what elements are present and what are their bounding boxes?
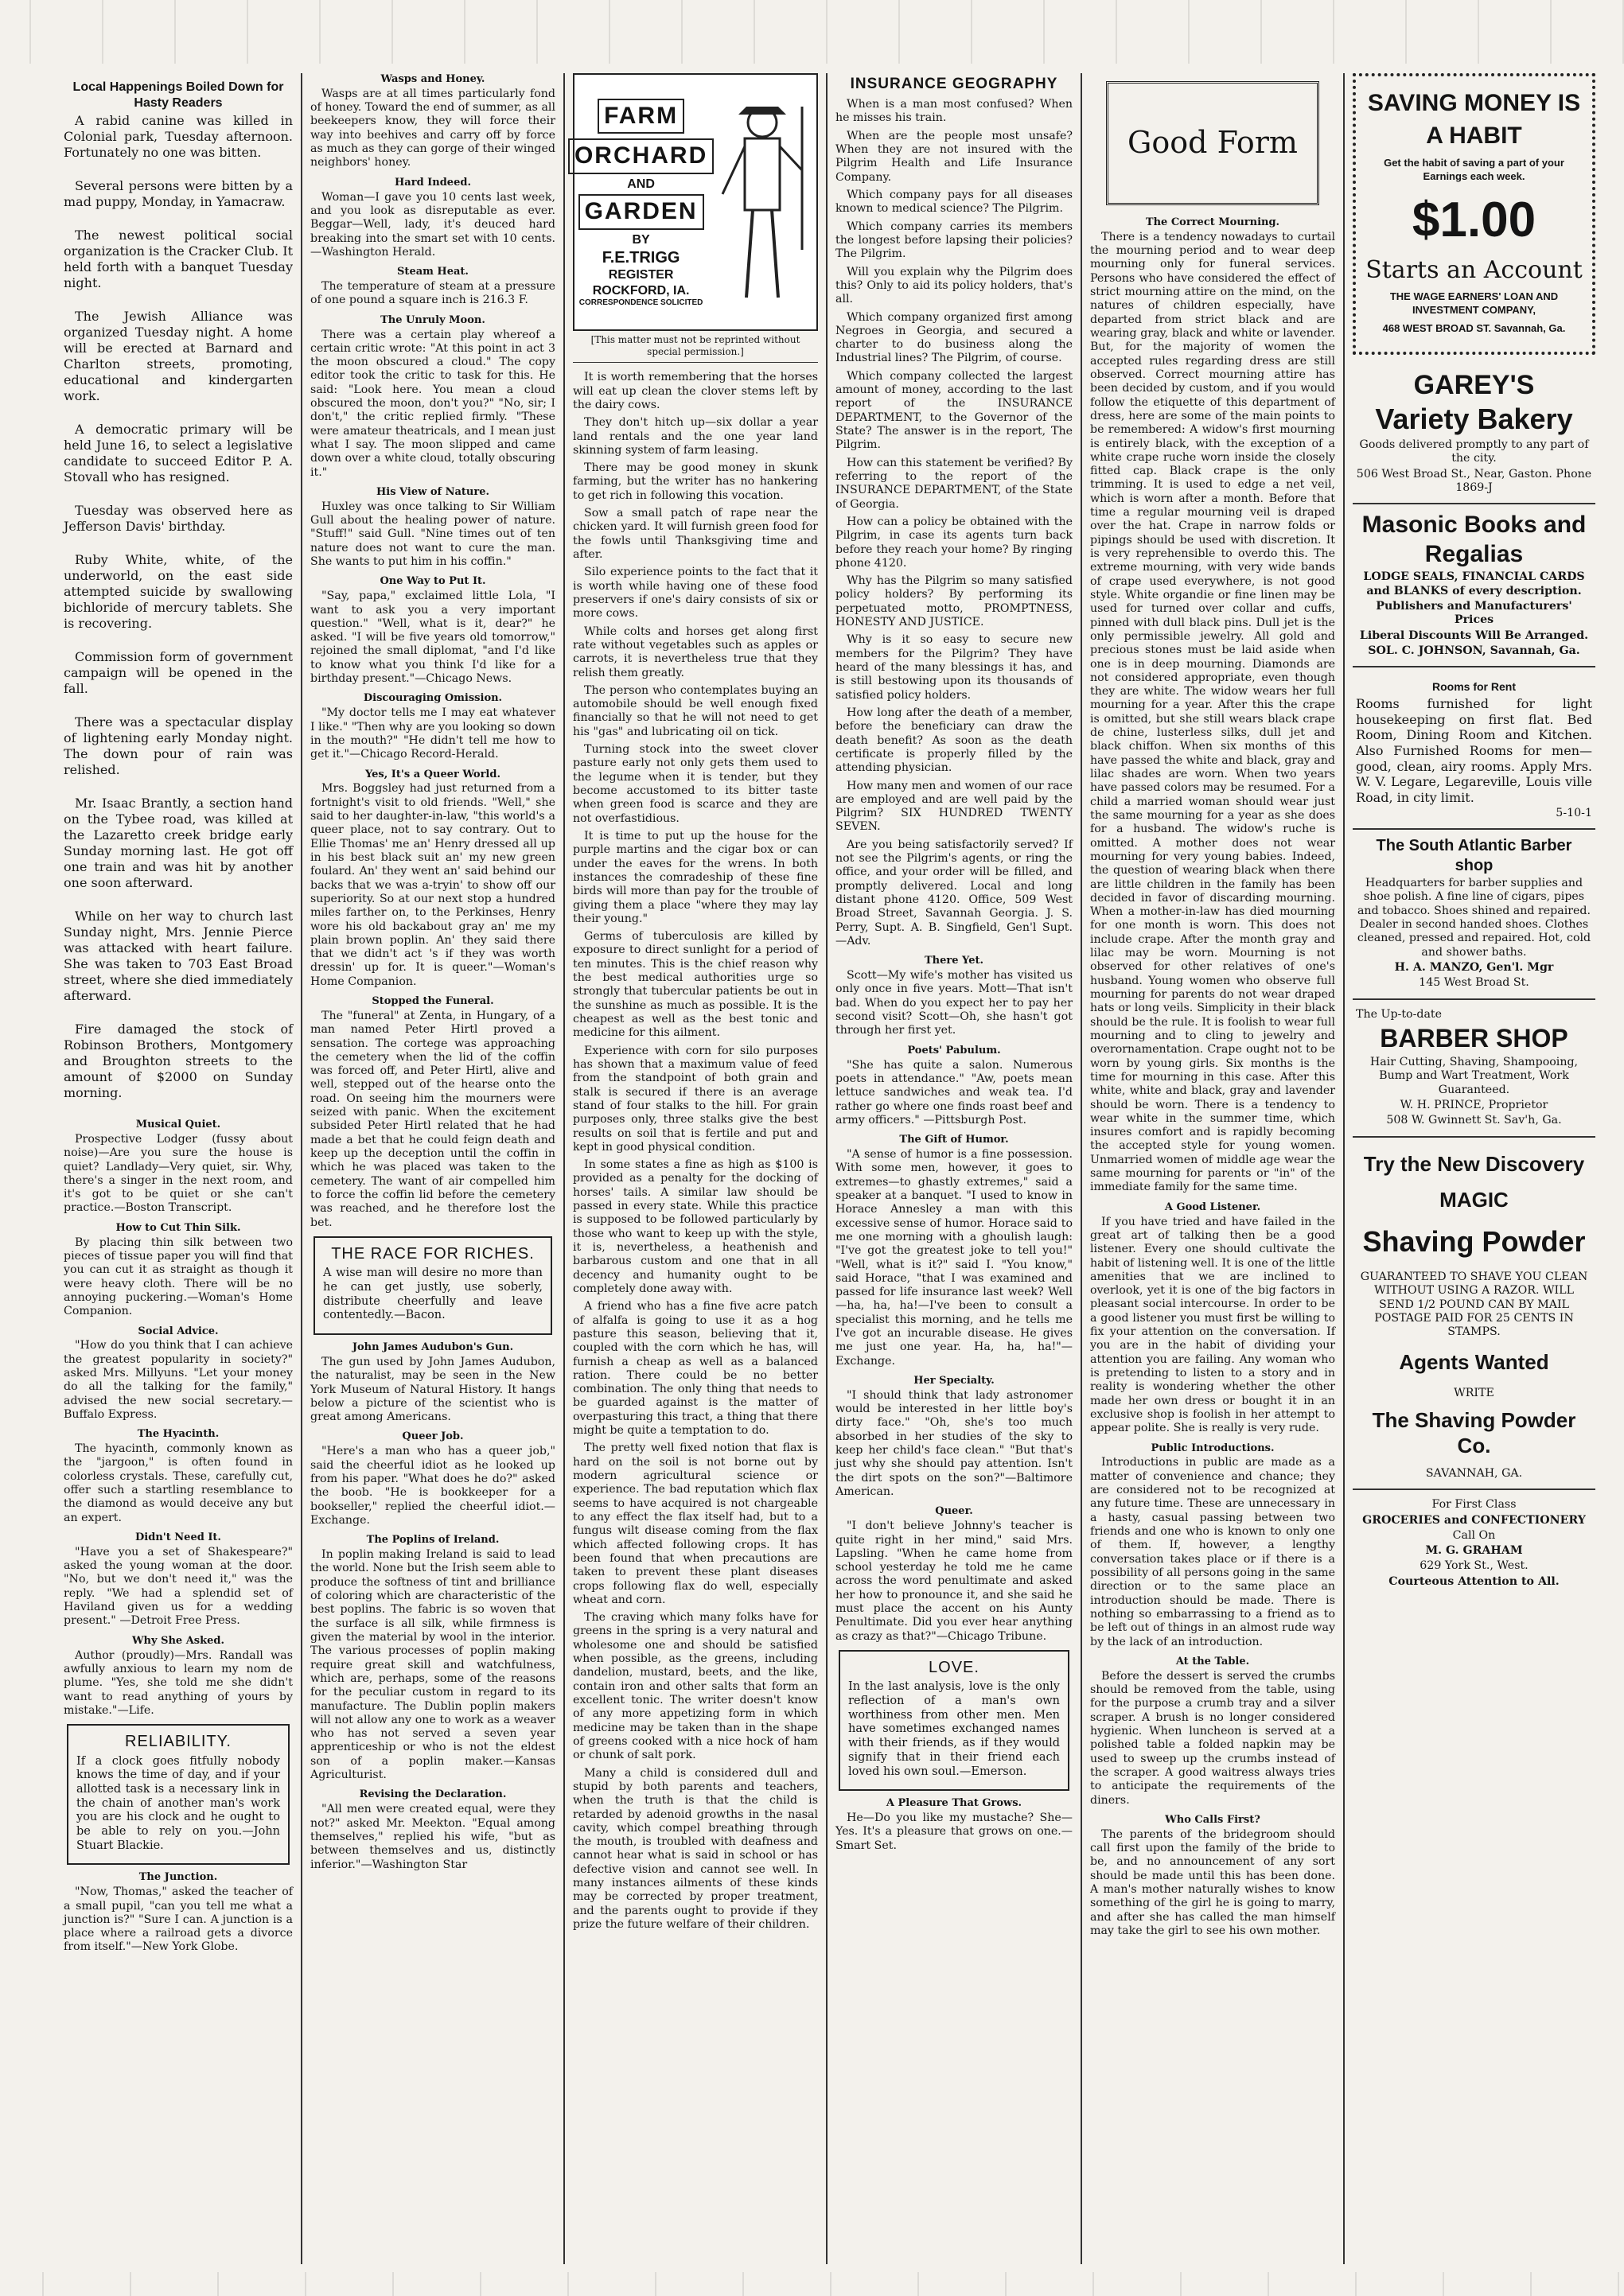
article-title: Queer. [935, 1505, 973, 1518]
farm-paragraph: While colts and horses get along first rate without vegetables such as apples or carrots, it is nevertheless true that they relish them greatly. [573, 625, 818, 679]
local-item: Commission form of government campaign will be opened in the fall. [64, 649, 293, 697]
box-title: THE RACE FOR RICHES. [331, 1244, 535, 1263]
farm-paragraph: It is worth remembering that the horses will eat up clean the clover stems left by the dairy cows. [573, 371, 818, 411]
ad-name: GAREY'S [1413, 369, 1535, 400]
saving-sub: Get the habit of saving a part of your Earnings each week. [1384, 157, 1564, 182]
insurance-paragraph: Why has the Pilgrim so many satisfied policy holders? By performing its perpetuated motto, PROMPTNESS, HONESTY AND JUSTICE. [835, 574, 1073, 629]
article-title: One Way to Put It. [380, 575, 486, 588]
up-to-date-barber-ad [1353, 1000, 1595, 1138]
south-atlantic-barber-ad [1353, 830, 1595, 999]
ad-line: Agents Wanted [1399, 1350, 1549, 1375]
ad-text: GROCERIES and CONFECTIONERY [1362, 1513, 1586, 1527]
article-text: "She has quite a salon. Numerous poets in attendance." "Aw, poets mean lettuce sandwiches and weak tea. I'd rather go where one finds roast beef and army officers." —Pittsburgh Post. [835, 1058, 1073, 1127]
farm-ad-line: ORCHARD [568, 138, 714, 174]
insurance-paragraph: How long after the death of a member, before the beneficiary can draw the death benefit? As soon as the death certificate is properly filled by the attending physician. [835, 706, 1073, 775]
ad-owner: H. A. MANZO, Gen'l. Mgr [1394, 961, 1554, 975]
saving-amount: $1.00 [1412, 192, 1536, 247]
farm-ad-line: GARDEN [578, 194, 704, 230]
box-text: A wise man will desire no more than he can get justly, use soberly, distribute cheerfully and leave contentedly.—Bacon. [323, 1267, 543, 1322]
farm-paragraph: They don't hitch up—six dollar a year land rentals and the one year land skinning system of farm leasing. [573, 416, 818, 457]
column-4 [828, 73, 1082, 2264]
article-text: "Say, papa," exclaimed little Lola, "I want to ask you a very important question." "Well, what is it, dear?" he asked. "I will be five years old tomorrow," rejoined the small diplomat, "and I'd like to know what you think I'd like for a birthday present."—Chicago News. [310, 590, 555, 686]
article-text: "How do you think that I can achieve the greatest popularity in society?" asked Mrs. Millyuns. "Let your money do all the talking for the family," advised the new social secretary.—Buffalo Express. [64, 1339, 293, 1421]
ad-text: M. G. GRAHAM [1425, 1544, 1523, 1558]
ad-title: Variety Bakery [1375, 403, 1573, 436]
article-title: Why She Asked. [131, 1634, 225, 1647]
insurance-paragraph: When are the people most unsafe? When they are not insured with the Pilgrim Health and Life Insurance Company. [835, 129, 1073, 184]
article-title: Stopped the Funeral. [372, 995, 494, 1008]
saving-money-ad [1353, 73, 1595, 355]
article-text: Prospective Lodger (fussy about noise)—Are you sure the house is quiet? Landlady—Very quiet, sir. Why, there's a singer in the next room, and it's got to be quiet or she can't practice.—Boston Transcript. [64, 1132, 293, 1215]
column-1 [56, 73, 302, 2264]
article-text: "Now, Thomas," asked the teacher of a small pupil, "can you tell me what a junction is?" "Sure I can. A junction is a place where a railroad gets a divorce from itself."—New York Globe. [64, 1885, 293, 1954]
article-text: There was a certain play whereof a certain critic wrote: "At this point in act 3 the moon obscured a cloud." The copy editor took the critic to task for this. He said: "Look here. You mean a cloud obscured the moon, don't you?" "No, sir; I don't," the critic replied firmly. "These were amateur theatricals, and I mean just what I say. The moon slipped and came down over a white cloud, totally obscuring it." [310, 328, 555, 479]
article-title: Yes, It's a Queer World. [365, 768, 500, 780]
article-title: Who Calls First? [1165, 1813, 1260, 1826]
farm-ad-line: AND [627, 177, 655, 191]
article-title: How to Cut Thin Silk. [115, 1221, 241, 1234]
ad-address: 506 West Broad St., Near, Gaston. Phone 1869-J [1356, 467, 1592, 494]
local-item: The newest political social organization is the Cracker Club. It held forth with a banquet Tuesday night. [64, 228, 293, 291]
insurance-paragraph: Which company carries its members the longest before lapsing their policies? The Pilgrim. [835, 220, 1073, 261]
farm-paragraph: Many a child is considered dull and stupid by both parents and teachers, when the truth is that the child is retarded by adenoid growths in the nasal cavity, which compel breathing through the mouth, is troubled with deafness and cannot hear what is said in school or has defective vision and cannot see well. In many instances ailments of these kinds may be corrected by proper treatment, and the parents ought to provide if they prize the future welfare of their children. [573, 1766, 818, 1931]
local-item: A rabid canine was killed in Colonial park, Tuesday afternoon. Fortunately no one was bitten. [64, 113, 293, 161]
article-title: The Hyacinth. [137, 1428, 220, 1441]
local-headline: Local Happenings Boiled Down for Hasty Readers [72, 80, 284, 110]
insurance-paragraph: How can this statement be verified? By referring to the report of the INSURANCE DEPARTMENT, of the State of Georgia. [835, 456, 1073, 511]
farm-paragraph: There may be good money in skunk farming, but the writer has no hankering to get rich in following this vocation. [573, 461, 818, 502]
article-text: "Have you a set of Shakespeare?" asked the young woman at the door. "No, but we don't need it," was the reply. "We had a splendid set of Haviland given us for a wedding present." —Detroit Free Press. [64, 1545, 293, 1628]
farm-paragraph: Experience with corn for silo purposes has shown that a maximum value of feed from the standpoint of both grain and stalk is secured if there is an average stand of four stalks to the hill. For grain purposes only, three stalks give the best results on soil that is fertile and put and kept in good physical condition. [573, 1044, 818, 1154]
local-item: Ruby White, white, of the underworld, on the east side attempted suicide by swallowing bichloride of mercury tablets. She is recovering. [64, 552, 293, 632]
box-title: RELIABILITY. [125, 1733, 232, 1751]
farm-ad-line: CORRESPONDENCE SOLICITED [578, 298, 703, 308]
insurance-paragraph: How many men and women of our race are employed and are well paid by the Pilgrim? SIX HUNDRED TWENTY SEVEN. [835, 779, 1073, 834]
local-item: A democratic primary will be held June 16, to select a legislative candidate to succeed Editor P. A. Stovall who has resigned. [64, 422, 293, 485]
article-title: The Junction. [138, 1871, 218, 1884]
farm-ad-line: REGISTER [608, 267, 674, 282]
farm-ad-line: BY [632, 233, 650, 247]
article-text: There is a tendency nowadays to curtail the mourning period and to wear deep mourning only for funeral services. Persons who have considered the effect of strict mourning attire on the mind, on the natures of children especially, have departed from strict black and are wearing gray, black and white or lavender. But, for the majority of women the accepted rules regarding dress are still observed. Correct mourning attire has been decided by custom, and if you would follow the etiquette of this department of dress, here are some of the main points to be remembered: A widow's first mourning is entirely black, with the exception of a white crape ruche worn inside the closely fitted cap. Black crape is the only trimming. It is used to edge a net veil, which is worn after a month. Before that time a regular mourning veil is draped over the hat. Crape in narrow folds or pipings should be used with discretion. It is very reprehensible to overdo this. The extreme mourning, with very wide bands of crape used everywhere, is not good style. White organdie or fine linen may be used for turned over collar and cuffs, pinned with dull black pins. Dull jet is the only permissible jewelry. All gold and precious stones must be laid aside when one is in deep mourning. Diamonds are not considered appropriate, even though they are white. The widow wears her full mourning for a year. After this the crape is omitted, but she still wears black crape de chine, lusterless silks, dull jet and black chiffon. When six months of this have passed the white and black, gray and lilac shades are worn. When two years have passed colors may be resumed. For a child a married woman should wear just the same mourning for a year as she does for a husband. The widow's ruche is omitted. A mother does not wear mourning for very young babies. Indeed, the question of wearing black when there are little children in the family has been decided in favor of discarding mourning. When a mother-in-law has died mourning for one month is worn. This does not include crape. After the month gray and lilac may be worn. Mourning is not observed for other relatives of one's husband. Young women who observe full mourning for parents do not wear draped hats or long veils. Simplicity in their black should be the rule. It is foolish to wear full mourning and to cling to jewelry and overornamentation. Crape ought not to be worn by young girls. Six months is the time for mourning in this case. After this white, white and black, gray and lavender should be worn. There is a tendency to wear white in the summer time, which insures comfort and is rapidly becoming the accepted style for young women. Unmarried women of middle age wear the same mourning for parents or "in" of the immediate family for the same time. [1090, 230, 1335, 1194]
insurance-headline: INSURANCE GEOGRAPHY [850, 76, 1058, 92]
saving-address: 468 WEST BROAD ST. Savannah, Ga. [1382, 321, 1566, 334]
garey-bakery-ad [1353, 363, 1595, 505]
article-text: Introductions in public are made as a matter of convenience and chance; they are considered not to be recognized at any future time. These are unnecessary in a hasty, casual passing between two friends and one who is known to only one of them. If, however, a lengthy conversation takes place or if there is a possibility of all persons going in the same direction or to the same place an introduction should be made. There is nothing so embarrassing to a friend as to be left out of things in an almost rude way by the lack of an introduction. [1090, 1456, 1335, 1648]
ad-text: Goods delivered promptly to any part of the city. [1359, 438, 1589, 465]
article-title: John James Audubon's Gun. [352, 1341, 514, 1354]
ad-text: WRITE [1454, 1387, 1494, 1400]
ad-line: Try the New Discovery [1363, 1151, 1585, 1176]
ad-line: MAGIC [1439, 1188, 1509, 1212]
insurance-paragraph: Which company pays for all diseases known to medical science? The Pilgrim. [835, 189, 1073, 216]
article-text: In poplin making Ireland is said to lead the world. None but the Irish seem able to produce the softness of tint and brilliance of coloring which are characteristic of the best poplins. The fabric is so woven that the surface is all silk, while firmness is given the material by wool in the interior. The various processes of poplin making require great skill and watchfulness, which are, perhaps, some of the reasons for the peculiar custom in regard to its manufacture. The Dublin poplin makers will not allow any one to work as a weaver who has not served a seven year apprenticeship or who is not the eldest son of a poplin maker.—Kansas Agriculturist. [310, 1548, 555, 1782]
reprint-note: [This matter must not be reprinted without special permission.] [573, 334, 818, 363]
article-title: The Gift of Humor. [899, 1134, 1009, 1146]
farm-ad-text [574, 75, 707, 329]
columns [56, 73, 1603, 2264]
farm-ad-line: ROCKFORD, IA. [592, 283, 690, 298]
box-text: In the last analysis, love is the only reflection of a man's own worthiness from other men. Men have sometimes exchanged names with their friends, as if they would signify that in their friend each loved his own soul.—Emerson. [848, 1680, 1060, 1778]
saving-company: THE WAGE EARNERS' LOAN AND INVESTMENT COMPANY, [1389, 290, 1559, 316]
article-title: Public Introductions. [1151, 1442, 1275, 1454]
reliability-box [67, 1724, 290, 1865]
ad-address: 145 West Broad St. [1419, 976, 1529, 990]
farmer-illustration-icon [707, 75, 816, 329]
ad-text: Headquarters for barber supplies and shoe polish. A fine line of cigars, pipes and tobacco. Shoes shined and repaired. Dealer in second handed shoes. Clothes cleaned, pressed and repaired. Hot, cold and shower baths. [1357, 877, 1591, 959]
print-speckle-top [0, 0, 1624, 64]
local-item: While on her way to church last Sunday night, Mrs. Jennie Pierce was attacked with heart failure. She was taken to 703 East Broad street, where she died immediately afterward. [64, 909, 293, 1004]
local-items [64, 113, 293, 1101]
article-text: "My doctor tells me I may eat whatever I like." "Then why are you looking so down in the mouth?" "He didn't tell me how to get it."—Chicago Record-Herald. [310, 706, 555, 761]
insurance-paragraph: When is a man most confused? When he misses his train. [835, 98, 1073, 125]
local-item: Fire damaged the stock of Robinson Brothers, Montgomery and Broughton streets to the amount of $2000 on Sunday morning. [64, 1022, 293, 1101]
ad-title: BARBER SHOP [1380, 1023, 1568, 1053]
farm-ad-line: FARM [598, 99, 684, 134]
love-box [839, 1650, 1069, 1791]
local-item: Tuesday was observed here as Jefferson Davis' birthday. [64, 503, 293, 535]
insurance-paragraph: How can a policy be obtained with the Pilgrim, in case its agents turn back before they reach your home? By ringing phone 4120. [835, 515, 1073, 570]
article-title: Hard Indeed. [395, 176, 471, 189]
article-text: He—Do you like my mustache? She—Yes. It's a pleasure that grows on one.—Smart Set. [835, 1812, 1073, 1852]
article-text: Before the dessert is served the crumbs should be removed from the table, using for the purpose a crumb tray and a silver scraper. A brush is no longer considered hygienic. When luncheon is served at a polished table a folded napkin may be used to sweep up the crumbs instead of the scraper. A good waitress always tries to anticipate the requirements of the diners. [1090, 1669, 1335, 1807]
article-title: Wasps and Honey. [380, 73, 485, 85]
farm-paragraph: The person who contemplates buying an automobile should be well enough fixed financially so that he will not need to get his "gas" and lubricating oil on tick. [573, 683, 818, 738]
ad-text: For First Class [1431, 1498, 1517, 1512]
farm-paragraph: Turning stock into the sweet clover pasture early not only gets them used to the legume when it is tender, but they become accustomed to its bitter taste when green food is scarce and they are not overfastidious. [573, 743, 818, 825]
article-text: If you have tried and have failed in the great art of talking then be a good listener. Every one should cultivate the habit of listening well. It is one of the little amenities that we are inclined to overlook, yet it is one of the big factors in pleasant social intercourse. In order to be a good listener you must first be willing to fix your attention on the conversation. If you are in the habit of dividing your attention you are failing. Any woman who is pretending to listen to a story and in reality is wondering whether the other made her own dress or bought it in an exclusive shop is foolish in her attempt to appear polite. She is really is very rude. [1090, 1215, 1335, 1435]
column-5 [1082, 73, 1345, 2264]
article-title: The Unruly Moon. [380, 313, 485, 326]
local-item: Several persons were bitten by a mad puppy, Monday, in Yamacraw. [64, 178, 293, 210]
farm-orchard-garden-ad [573, 73, 818, 331]
article-text: Woman—I gave you 10 cents last week, and you look as disreputable as ever. Beggar—Well, lady, it's deuced hard breaking into the smart set with 10 cents.—Washington Herald. [310, 190, 555, 259]
article-title: Steam Heat. [397, 266, 469, 278]
article-title: At the Table. [1175, 1655, 1250, 1668]
farm-paragraph: It is time to put up the house for the purple martins and the cigar box or can under the eaves for the wrens. In both instances the comradeship of these fine birds will more than pay for the trouble of giving them a place "where they may lay their young." [573, 829, 818, 925]
article-title: There Yet. [925, 955, 983, 967]
article-title: Queer Job. [402, 1430, 464, 1443]
ad-text: Rooms furnished for light housekeeping on first flat. Bed Room, Dining Room and Kitchen. Also Furnished Rooms for men—good, clean, airy rooms. Apply Mrs. W. V. Legare, Legareville, Louis ville Road, in city limit. [1356, 696, 1592, 805]
ad-text: GUARANTEED TO SHAVE YOU CLEAN WITHOUT USING A RAZOR. WILL SEND 1/2 POUND CAN BY MAIL POSTAGE PAID FOR 25 CENTS IN STAMPS. [1360, 1270, 1588, 1339]
article-text: "Here's a man who has a queer job," said the cheerful idiot as he looked up from his paper. "What does he do?" asked the boob. "He is bookkeeper for a bookseller," replied the cheerful idiot.—Exchange. [310, 1445, 555, 1527]
local-item: Mr. Isaac Brantly, a section hand on the Tybee road, was killed at the Lazaretto creek bridge early Sunday morning last. He got off one train and was hit by another one soon afterward. [64, 796, 293, 891]
column-6-ads [1345, 73, 1603, 2264]
insurance-paragraph: Which company collected the largest amount of money, according to the last report of the INSURANCE DEPARTMENT, to the Governor of the State? The answer is in the report, The Pilgrim. [835, 369, 1073, 452]
print-speckle-bottom [0, 2272, 1624, 2296]
farm-paragraph: In some states a fine as high as $100 is provided as a penalty for the docking of horses' tails. A similar law should be passed in every state. While this practice is supposed to be followed particularly by those who want to keep up with the style, it is, nevertheless, a heathenish and barbarous custom and one that in all decency and humanity ought to be completely done away with. [573, 1158, 818, 1295]
magic-shaving-powder-ad [1353, 1138, 1595, 1491]
farm-paragraph: Silo experience points to the fact that it is worth while having one of these food preservers if one's dairy consists of six or more cows. [573, 566, 818, 621]
ad-address: 508 W. Gwinnett St. Sav'h, Ga. [1386, 1114, 1562, 1127]
saving-starts: Starts an Account [1365, 256, 1583, 285]
article-text: The gun used by John James Audubon, the naturalist, may be seen in the New York Museum of Natural History. It hangs below a picture of the scientist who is great among Americans. [310, 1355, 555, 1424]
ad-text: Publishers and Manufacturers' Prices [1376, 600, 1572, 627]
article-text: "I should think that lady astronomer would be interested in her little boy's dirty face." "Oh, she's too much absorbed in her studies of the sky to keep her child's face clean." "But that's just why she should pay attention. Isn't the dirt spots on the son?"—Baltimore American. [835, 1388, 1073, 1499]
article-title: Her Specialty. [913, 1375, 995, 1387]
farm-paragraph: The craving which many folks have for greens in the spring is a very natural and wholesome one and should be satisfied when possible, as the greens, including dandelion, mustard, beets, and the like, contain iron and other salts that form an excellent tonic. The writer doesn't know of any more appetizing form in which medicine may be taken than in the shape of greens cooked with a nice hock of ham or chunk of salt pork. [573, 1611, 818, 1762]
ad-text: Hair Cutting, Shaving, Shampooing, Bump and Wart Treatment, Work Guaranteed. [1369, 1055, 1579, 1096]
ad-text: Courteous Attention to All. [1388, 1574, 1560, 1588]
insurance-paragraph: Which company organized first among Negroes in Georgia, and secured a charter to do business along the Industrial lines? The Pilgrim, of course. [835, 310, 1073, 365]
insurance-paragraph: Will you explain why the Pilgrim does this? Only to aid its policy holders, that's all. [835, 265, 1073, 306]
farm-ad-line: F.E.TRIGG [602, 248, 680, 267]
article-title: Revising the Declaration. [359, 1788, 507, 1801]
article-title: Didn't Need It. [135, 1531, 221, 1543]
race-box [314, 1236, 552, 1335]
article-title: The Correct Mourning. [1145, 216, 1280, 228]
ad-text: SOL. C. JOHNSON, Savannah, Ga. [1368, 644, 1580, 658]
column-3 [565, 73, 828, 2264]
insurance-paragraph: Are you being satisfactorily served? If not see the Pilgrim's agents, or ring the office, and your order will be filled, and promptly delivered. Local and long distant phone 4120. Office, 509 West Broad Street, Savannah Georgia. J. S. Perry, Supt. A. B. Singfield, Gen'l Supt. —Adv. [835, 838, 1073, 948]
ad-text: LODGE SEALS, FINANCIAL CARDS and BLANKS of every description. [1363, 570, 1585, 597]
article-text: Mrs. Boggsley had just returned from a fortnight's visit to old friends. "Well," she said to her daughter-in-law, "this world's a queer place, not to say contrary. Out to Ellie Thomas' me an' Henry dressed all up in his best black suit an' my new green foulard. An' they went an' said behind our backs that we was a-tryin' to show off our superiority. So at our next stop a hundred miles farther on, to the Perkinses, Henry wore his old backabout gray an' me my plain brown poplin. An' they said there that we didn't act 's if they was worth dressin' up for. It is queer."—Woman's Home Companion. [310, 782, 555, 988]
article-text: The "funeral" at Zenta, in Hungary, of a man named Peter Hirtl proved a sensation. The cortege was approaching the cemetery when the lid of the coffin was forced off, and Peter Hirtl, alive and well, stepped out of the hearse onto the road. On seeing him the mourners were seized with panic. When the excitement subsided Peter Hirtl related that he had made a bet that he could feign death and keep up the deception until the coffin in which he was placed was taken to the cemetery. The want of air compelled him to force the coffin lid before the cemetery was reached, and he therefore lost the bet. [310, 1009, 555, 1229]
farm-paragraph: A friend who has a fine five acre patch of alfalfa is going to use it as a hog pasture this season, believing that it, coupled with the corn which he has, will furnish a cheap as well as a balanced ration. There could be no better combination. The only thing that needs to be guarded against is the matter of overpasturing this tract, a thing that there might be quite a temptation to do. [573, 1300, 818, 1438]
graham-grocery-ad [1353, 1490, 1595, 1597]
article-text: The hyacinth, commonly known as the "jargoon," is often found in colorless crystals. These, carefully cut, offer such a startling resemblance to the diamond as would deceive any but an expert. [64, 1442, 293, 1524]
ad-line: The Shaving Powder Co. [1372, 1408, 1576, 1458]
article-title: Social Advice. [138, 1325, 219, 1337]
article-text: "All men were created equal, were they not?" asked Mr. Meekton. "Equal among themselves," replied his wife, "but as between themselves and us, distinctly inferior."—Washington Star [310, 1803, 555, 1871]
article-text: Author (proudly)—Mrs. Randall was awfully anxious to learn my nom de plume. "Yes, she told me she didn't want to read anything of yours by mistake."—Life. [64, 1648, 293, 1717]
ad-text: SAVANNAH, GA. [1425, 1466, 1523, 1480]
article-title: The Poplins of Ireland. [366, 1534, 500, 1547]
ad-text: 629 York St., West. [1420, 1559, 1529, 1573]
farm-paragraph: Germs of tuberculosis are killed by exposure to direct sunlight for a period of ten minutes. This is the chief reason why the best medical authorities urge so strongly that tubercular patients be out in the sunshine as much as possible. It is the cheapest as well as the best tonic and medicine for this ailment. [573, 930, 818, 1040]
ad-owner: W. H. PRINCE, Proprietor [1400, 1098, 1548, 1111]
ad-title: Rooms for Rent [1432, 680, 1516, 694]
article-text: By placing thin silk between two pieces of tissue paper you will find that you can cut it as straight as though it were heavy cloth. There will be no annoying puckering.—Woman's Home Companion. [64, 1236, 293, 1318]
ad-text: Call On [1452, 1528, 1496, 1542]
article-title: A Pleasure That Grows. [886, 1797, 1022, 1810]
article-title: His View of Nature. [376, 485, 490, 498]
ad-text: Liberal Discounts Will Be Arranged. [1359, 628, 1589, 642]
rooms-for-rent-ad [1353, 667, 1595, 830]
article-title: A Good Listener. [1164, 1201, 1261, 1213]
ad-code: 5-10-1 [1556, 807, 1592, 820]
article-title: Discouraging Omission. [363, 692, 503, 705]
good-form-header: Good Form [1106, 81, 1319, 205]
article-title: Poets' Pabulum. [907, 1044, 1001, 1057]
article-text: Huxley was once talking to Sir William Gull about the healing power of nature. "Stuff!" said Gull. "Nine times out of ten nature does not want to cure the man. She wants to put him in his coffin." [310, 500, 555, 569]
article-text: "A sense of humor is a fine possession. With some men, however, it goes to extremes—to ghastly extremes," said a speaker at a banquet. "I used to know in Horace Annesley a man with this excessive sense of humor. Horace said to me one morning with a ghoulish laugh: "I've got the greatest joke to tell you!" "Well, what is it?" said I. "You know," said Horace, "that I was examined and passed for life insurance last week? Well—ha, ha, ha!—I've been to consult a specialist this morning, and he tells me I've got an incurable disease. He gives me just one year. Ha, ha, ha!"—Exchange. [835, 1148, 1073, 1368]
box-text: If a clock goes fitfully nobody knows the time of day, and if your allotted task is a necessary link in the chain of another man's work you are his clock and he ought to be able to rely on you.—John Stuart Blackie. [76, 1754, 280, 1852]
ad-title: The South Atlantic Barber shop [1376, 837, 1572, 874]
local-item: The Jewish Alliance was organized Tuesday night. A home will be erected at Barnard and Charlton streets, promoting, educational and kindergarten work. [64, 309, 293, 404]
article-title: Musical Quiet. [135, 1119, 221, 1131]
farm-paragraph: Sow a small patch of rape near the chicken yard. It will furnish green food for the fowls until Thanksgiving time and after. [573, 507, 818, 561]
article-text: "I don't believe Johnny's teacher is quite right in her mind," said Mrs. Lapsling. "When he came home from school yesterday he told me he came across the word penultimate and asked her how to pronounce it, and she said he must place the accent on his Aunty Penultimate. Did you ever hear anything as crazy as that?"—Chicago Tribune. [835, 1520, 1073, 1643]
masonic-books-ad [1353, 504, 1595, 667]
article-text: Scott—My wife's mother has visited us only once in five years. Mott—That isn't bad. When do you expect her to pay her second visit? Scott—Oh, she hasn't got through her first yet. [835, 969, 1073, 1037]
farm-paragraph: The pretty well fixed notion that flax is hard on the soil is not borne out by modern agricultural science or experience. The bad reputation which flax seems to have acquired is not chargeable to any effect the flax itself had, but to a fungus wilt disease coming from the flax which affected following crops. It has been found that when precautions are taken to prevent these plant diseases crops following flax do well, especially wheat and corn. [573, 1442, 818, 1606]
article-text: Wasps are at all times particularly fond of honey. Toward the end of summer, as all beekeepers know, they will force their way into beehives and carry off by force as much as they can gorge of their winged neighbors' honey. [310, 87, 555, 169]
ad-pre: The Up-to-date [1356, 1007, 1443, 1021]
saving-headline: SAVING MONEY IS A HABIT [1367, 90, 1581, 149]
ad-line: Shaving Powder [1362, 1224, 1586, 1258]
column-2 [302, 73, 565, 2264]
article-text: The temperature of steam at a pressure of one pound a square inch is 216.3 F. [310, 280, 555, 307]
ad-title: Masonic Books and Regalias [1361, 512, 1587, 567]
article-text: The parents of the bridegroom should call first upon the family of the bride to be, and no announcement of any sort should be made until this has been done. A man's mother naturally wishes to know something of the girl he is going to marry, and after she has called the man himself may take the girl to see his own mother. [1090, 1827, 1335, 1937]
local-item: There was a spectacular display of lightening early Monday night. The down pour of rain was relished. [64, 714, 293, 778]
box-title: LOVE. [929, 1659, 979, 1677]
insurance-paragraph: Why is it so easy to secure new members for the Pilgrim? They have heard of the many blessings it has, and is still bestowing upon its thousands of satisfied policy holders. [835, 633, 1073, 702]
